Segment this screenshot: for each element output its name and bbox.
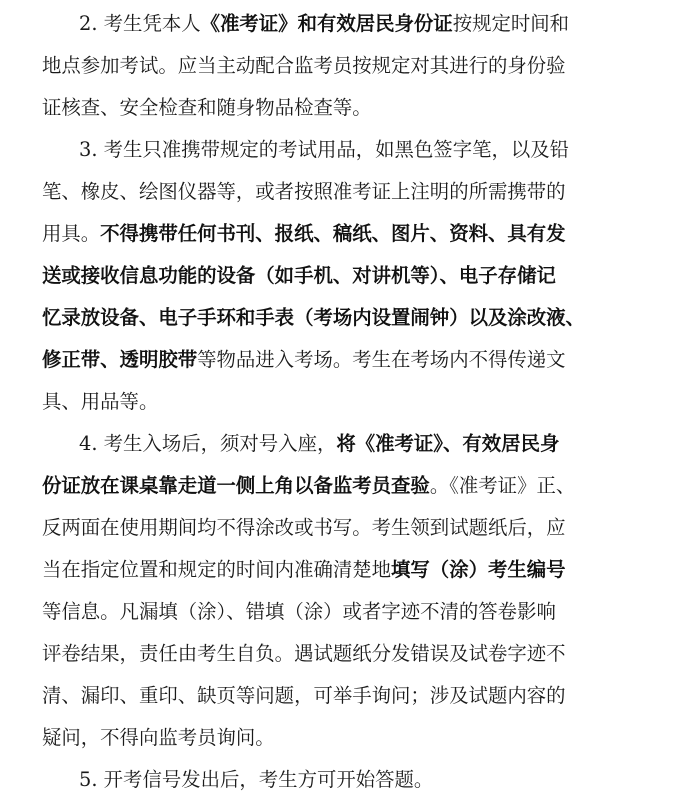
text-run-bold: 不得携带任何书刊、报纸、稿纸、图片、资料、具有发 [100, 222, 566, 245]
rule-4-line-7 [42, 680, 642, 712]
text-run: 等物品进入考场。考生在考场内不得传递文 [197, 348, 566, 371]
rule-4-line-4 [42, 554, 642, 586]
text-run: 疑问，不得向监考员询问。 [42, 726, 275, 749]
text-run: 4. 考生入场后，须对号入座， [79, 432, 337, 455]
rule-4-line-1 [79, 428, 673, 460]
text-run: 5. 开考信号发出后，考生方可开始答题。 [79, 768, 434, 791]
text-run: 3. 考生只准携带规定的考试用品，如黑色签字笔，以及铅 [79, 138, 570, 161]
rule-2-line-1 [79, 8, 673, 40]
rule-3-line-5 [42, 302, 642, 334]
text-run: 等信息。凡漏填（涂）、错填（涂）或者字迹不清的答卷影响 [42, 600, 556, 623]
rule-2-line-3 [42, 92, 642, 124]
rule-4-line-5 [42, 596, 642, 628]
text-run-bold: 填写（涂）考生编号 [391, 558, 566, 581]
rule-3-line-7 [42, 386, 642, 418]
rule-4-line-3 [42, 512, 642, 544]
text-run-bold: 送或接收信息功能的设备（如手机、对讲机等）、电子存储记 [42, 264, 556, 287]
text-run-bold: 《准考证》和有效居民身份证 [200, 12, 453, 35]
text-run: 反两面在使用期间均不得涂改或书写。考生领到试题纸后，应 [42, 516, 566, 539]
text-run: 证核查、安全检查和随身物品检查等。 [42, 96, 372, 119]
text-run: 评卷结果，责任由考生自负。遇试题纸分发错误及试卷字迹不 [42, 642, 566, 665]
text-run: 当在指定位置和规定的时间内准确清楚地 [42, 558, 392, 581]
text-run: 地点参加考试。应当主动配合监考员按规定对其进行的身份验 [42, 54, 566, 77]
text-run-bold: 修正带、透明胶带 [42, 348, 198, 371]
rule-4-line-2 [42, 470, 642, 502]
rule-3-line-6 [42, 344, 642, 376]
text-run: 清、漏印、重印、缺页等问题，可举手询问；涉及试题内容的 [42, 684, 566, 707]
text-run: 用具。 [42, 222, 101, 245]
rule-3-line-4 [42, 260, 642, 292]
rule-2-line-2 [42, 50, 642, 82]
text-run-bold: 将《准考证》、有效居民身 [336, 432, 560, 455]
text-run: 。《准考证》正、 [429, 474, 576, 497]
rule-5-line-1 [79, 764, 673, 796]
text-run: 笔、橡皮、绘图仪器等，或者按照准考证上注明的所需携带的 [42, 180, 566, 203]
rule-4-line-8 [42, 722, 642, 754]
rule-3-line-3 [42, 218, 642, 250]
text-run-bold: 份证放在课桌靠走道一侧上角以备监考员查验 [42, 474, 430, 497]
text-run: 按规定时间和 [452, 12, 570, 35]
rule-3-line-2 [42, 176, 642, 208]
text-run: 具、用品等。 [42, 390, 159, 413]
rule-3-line-1 [79, 134, 673, 166]
text-run-bold: 忆录放设备、电子手环和手表（考场内设置闹钟）以及涂改液、 [42, 306, 585, 329]
text-run: 2. 考生凭本人 [79, 12, 201, 35]
rule-4-line-6 [42, 638, 642, 670]
